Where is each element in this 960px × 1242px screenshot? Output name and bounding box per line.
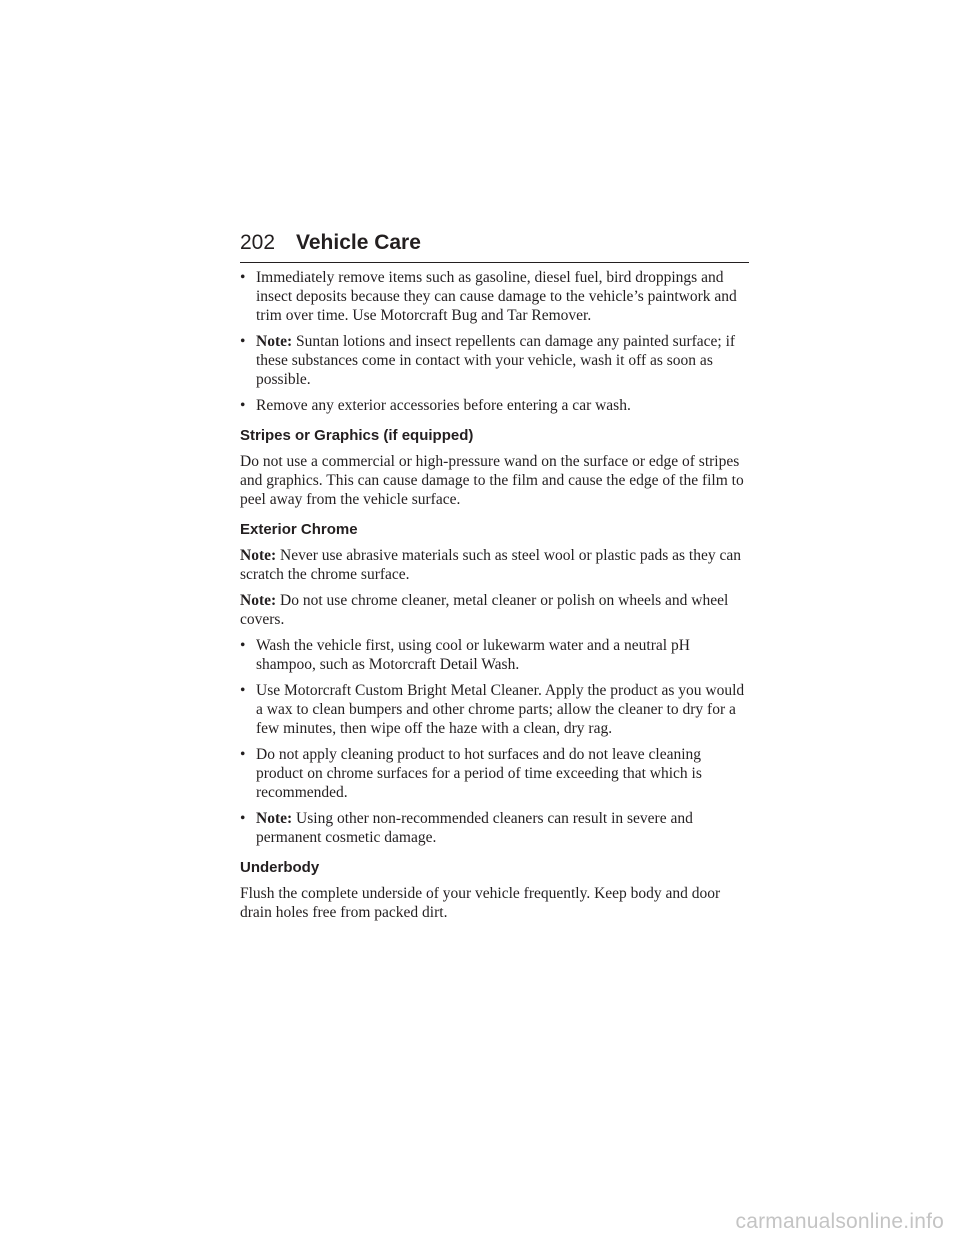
note-label: Note: [240,592,277,609]
page-header [240,228,749,263]
page-number: 202 [240,231,276,254]
list-item [240,745,752,802]
underbody-paragraph: Flush the complete underside of your vehicle frequently. Keep body and door drain holes free from packed dirt. [240,885,721,921]
chrome-note-2 [240,591,752,629]
top-bullet-list [240,268,752,415]
section-title: Vehicle Care [296,231,421,254]
chrome-heading: Exterior Chrome [240,521,358,538]
list-item [240,268,752,325]
list-item-text: Suntan lotions and insect repellents can damage any painted surface; if these substances come in contact with your vehicle, wash it off as soon as possible. [256,333,736,388]
bullet-icon: • [240,637,246,654]
bullet-icon: • [240,746,246,763]
list-item [240,332,752,389]
chrome-note-1 [240,546,752,584]
note-text: Never use abrasive materials such as steel wool or plastic pads as they can scratch the chrome surface. [240,547,741,583]
note-label: Note: [256,810,293,827]
bullet-icon: • [240,397,246,414]
list-item [240,681,752,738]
page-content [240,268,752,929]
list-item [240,809,752,847]
watermark: carmanualsonline.info [735,1210,944,1233]
bullet-icon: • [240,269,246,286]
bullet-icon: • [240,682,246,699]
list-item [240,636,752,674]
bullet-icon: • [240,333,246,350]
note-label: Note: [256,333,293,350]
list-item-text: Do not apply cleaning product to hot surfaces and do not leave cleaning product on chrome surfaces for a period of time exceeding that which is recommended. [256,746,702,801]
stripes-paragraph: Do not use a commercial or high-pressure wand on the surface or edge of stripes and graphics. This can cause damage to the film and cause the edge of the film to peel away from the vehicle surface. [240,453,744,508]
list-item-text: Remove any exterior accessories before entering a car wash. [256,397,631,414]
list-item-text: Using other non-recommended cleaners can result in severe and permanent cosmetic damage. [256,810,693,846]
note-text: Do not use chrome cleaner, metal cleaner or polish on wheels and wheel covers. [240,592,729,628]
stripes-heading: Stripes or Graphics (if equipped) [240,427,474,444]
list-item [240,396,752,415]
list-item-text: Wash the vehicle first, using cool or lukewarm water and a neutral pH shampoo, such as Motorcraft Detail Wash. [256,637,690,673]
bullet-icon: • [240,810,246,827]
list-item-text: Use Motorcraft Custom Bright Metal Cleaner. Apply the product as you would a wax to clean bumpers and other chrome parts; allow the cleaner to dry for a few minutes, then wipe off the haze with a clean, dry rag. [256,682,745,737]
note-label: Note: [240,547,277,564]
chrome-bullet-list [240,636,752,847]
list-item-text: Immediately remove items such as gasoline, diesel fuel, bird droppings and insect deposits because they can cause damage to the vehicle’s paintwork and trim over time. Use Motorcraft Bug and Tar Remover. [256,269,737,324]
underbody-heading: Underbody [240,859,320,876]
